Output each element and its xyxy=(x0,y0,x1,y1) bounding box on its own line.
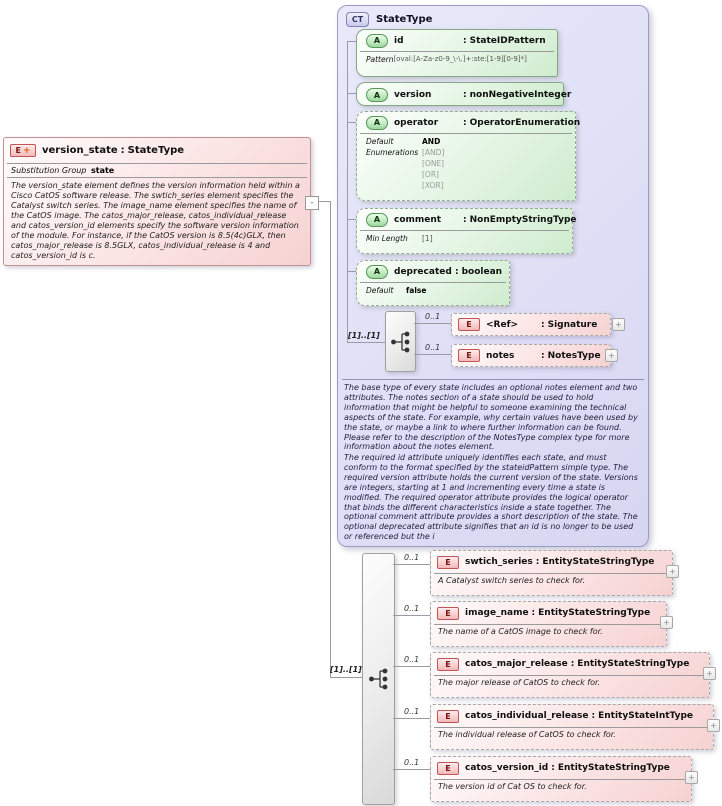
element-name: <Ref> xyxy=(486,319,519,330)
element-swtich-series[interactable] xyxy=(430,550,673,596)
attribute-type: NonEmptyStringType xyxy=(469,214,577,225)
colon: : xyxy=(531,608,536,618)
connector-line xyxy=(347,122,356,123)
colon: : xyxy=(551,763,555,773)
enum-value: [OR] xyxy=(422,170,439,179)
facet-pattern xyxy=(357,52,557,67)
element-version-state[interactable] xyxy=(3,137,311,266)
attribute-id[interactable] xyxy=(356,29,558,77)
attribute-header xyxy=(357,112,581,133)
element-name: catos_individual_release xyxy=(465,711,589,721)
connector-line xyxy=(347,342,385,343)
element-image-name[interactable] xyxy=(430,601,667,647)
element-documentation: A Catalyst switch series to check for. xyxy=(438,576,586,585)
element-type: Signature xyxy=(547,319,598,330)
element-name: swtich_series xyxy=(465,557,533,567)
connector-line xyxy=(393,769,430,770)
element-name: notes xyxy=(486,350,515,361)
connector-line xyxy=(393,615,430,616)
element-header xyxy=(452,345,610,366)
element-header xyxy=(431,705,713,727)
expand-icon[interactable]: + xyxy=(703,667,716,680)
colon: : xyxy=(463,35,467,46)
complextype-documentation: The base type of every state includes an optional notes element and two attributes. The notes section of a state should be used to hold information that might be helpful to someone examining the technical aspects of the state. For example, why certain values have been used by the state, or maybe a link to where further information can be found. Please refer to the description of the NotesType complex type for more information about the notes element. xyxy=(344,383,638,452)
expand-icon[interactable]: + xyxy=(707,719,720,732)
attribute-header xyxy=(357,209,577,230)
element-icon: E xyxy=(437,658,459,671)
attribute-icon: A xyxy=(366,265,388,279)
colon: : xyxy=(120,145,125,156)
element-type: StateType xyxy=(127,145,185,156)
attribute-name: version xyxy=(394,90,432,100)
colon: : xyxy=(455,266,459,277)
connector-line xyxy=(330,201,331,678)
connector-line xyxy=(347,93,356,94)
colon: : xyxy=(541,319,545,330)
element-ref[interactable] xyxy=(451,313,611,336)
facet-default-value: AND xyxy=(422,137,441,146)
divider xyxy=(342,379,644,380)
enum-value: [ONE] xyxy=(422,159,445,168)
expand-icon[interactable]: + xyxy=(685,771,698,784)
facet-label: Min Length xyxy=(366,234,408,243)
attribute-type: nonNegativeInteger xyxy=(469,90,572,100)
attribute-name: operator xyxy=(394,117,439,128)
element-type: EntityStateIntType xyxy=(598,711,694,721)
element-catos-major-release[interactable] xyxy=(430,652,710,698)
element-header xyxy=(431,653,709,675)
substitution-group-label: Substitution Group xyxy=(11,166,87,175)
connector-line xyxy=(347,41,356,42)
element-icon: E xyxy=(458,318,480,331)
attribute-icon: A xyxy=(366,34,388,48)
attribute-name: deprecated xyxy=(394,266,452,277)
element-icon: E xyxy=(437,762,459,775)
element-type: NotesType xyxy=(547,350,601,361)
expand-icon[interactable]: + xyxy=(666,565,679,578)
collapse-toggle-icon[interactable]: - xyxy=(305,196,319,210)
attribute-header xyxy=(357,30,557,51)
facet-label: Default xyxy=(366,286,394,295)
colon: : xyxy=(570,659,575,669)
attribute-icon: A xyxy=(366,88,388,102)
cardinality-label: 0..1 xyxy=(404,604,420,613)
element-header xyxy=(452,314,610,335)
attribute-icon: A xyxy=(366,213,388,227)
attribute-icon: A xyxy=(366,116,388,130)
attribute-deprecated[interactable] xyxy=(356,260,510,306)
element-documentation: The individual release of CatOS to check for. xyxy=(438,730,616,739)
facet-minlength xyxy=(357,231,572,246)
element-header xyxy=(431,757,691,779)
facet-value: [oval:[A-Za-z0-9_\-\.]+:ste:[1-9][0-9]*] xyxy=(393,55,527,63)
connector-line xyxy=(347,41,348,343)
facet-values xyxy=(422,136,444,191)
element-type: EntityStateStringType xyxy=(542,557,655,567)
colon: : xyxy=(541,350,545,361)
facet-value: false xyxy=(406,286,427,295)
element-type: EntityStateStringType xyxy=(538,608,651,618)
element-documentation: The name of a CatOS image to check for. xyxy=(438,627,603,636)
cardinality-label: 0..1 xyxy=(425,343,441,352)
element-type: EntityStateStringType xyxy=(577,659,690,669)
enum-value: [AND] xyxy=(422,148,445,157)
attribute-header xyxy=(357,261,509,282)
element-header xyxy=(431,551,672,573)
element-type: EntityStateStringType xyxy=(557,763,670,773)
facet-default xyxy=(357,283,509,298)
attribute-header xyxy=(357,83,572,107)
complextype-title: StateType xyxy=(376,14,433,25)
attribute-comment[interactable] xyxy=(356,208,577,254)
colon: : xyxy=(463,214,467,225)
attribute-name: comment xyxy=(394,214,442,225)
attribute-operator[interactable] xyxy=(356,111,581,201)
connector-line xyxy=(393,564,430,565)
complextype-documentation: The required id attribute uniquely identifies each state, and must conform to the format specified by the stateidPattern simple type. The required version attribute holds the current version of the state. Versions are integers, starting at 1 and incrementing every time a state is modified. The required operator attribute provides the logical operator that binds the different characteristics inside a state together. The optional comment attribute provides a short description of the state. The optional deprecated attribute signifies that an id is no longer to be used or referenced but the i xyxy=(344,453,638,542)
colon: : xyxy=(463,90,467,100)
cardinality-label: 0..1 xyxy=(404,553,420,562)
connector-line xyxy=(414,354,451,355)
attribute-type: StateIDPattern xyxy=(469,35,546,46)
cardinality-label: 0..1 xyxy=(404,758,420,767)
connector-line xyxy=(330,677,363,678)
element-icon: E xyxy=(437,710,459,723)
sequence-icon xyxy=(368,666,390,692)
expand-icon[interactable]: + xyxy=(605,349,618,362)
complextype-icon: CT xyxy=(346,12,369,27)
element-documentation: The version_state element defines the version information held within a Cisco CatOS software release. The swtich_series element specifies the Catalyst switch series. The image_name element specifies the name of the CatOS image. The catos_major_release, catos_individual_release and catos_version_id elements specify the software version information of the module. For instance, if the CatOS version is 8.5(4c)GLX, then catos_major_release is 8.5GLX, catos_individual_release is 4 and catos_version_id is c. xyxy=(11,181,300,260)
complextype-statetype xyxy=(337,5,649,547)
element-header xyxy=(431,602,666,624)
substitution-group-value: state xyxy=(91,166,115,175)
attribute-version[interactable] xyxy=(356,82,572,106)
element-substitution-icon: E + xyxy=(10,144,36,157)
connector-line xyxy=(347,219,356,220)
attribute-type: OperatorEnumeration xyxy=(469,117,581,128)
enum-value: [XOR] xyxy=(422,181,444,190)
connector-line xyxy=(393,666,430,667)
facet-default-enumerations xyxy=(357,134,575,193)
colon: : xyxy=(591,711,596,721)
colon: : xyxy=(463,117,467,128)
expand-icon[interactable]: + xyxy=(612,318,625,331)
sequence-cardinality: [1]..[1] xyxy=(330,665,362,674)
element-documentation: The version id of Cat OS to check for. xyxy=(438,782,587,791)
cardinality-label: 0..1 xyxy=(404,655,420,664)
element-icon: E xyxy=(437,607,459,620)
facet-value: [1] xyxy=(422,234,433,243)
element-header xyxy=(4,138,310,163)
sequence-icon-box[interactable] xyxy=(362,553,395,805)
attribute-type: boolean xyxy=(461,266,503,277)
connector-line xyxy=(393,718,430,719)
sequence-icon-box[interactable] xyxy=(385,311,416,372)
connector-line xyxy=(414,323,451,324)
element-notes[interactable] xyxy=(451,344,611,367)
element-name: catos_version_id xyxy=(465,763,549,773)
connector-line xyxy=(317,201,331,202)
colon: : xyxy=(535,557,540,567)
element-name: version_state xyxy=(42,145,118,156)
element-icon: E xyxy=(437,556,459,569)
sequence-icon xyxy=(390,329,412,355)
element-catos-version-id[interactable] xyxy=(430,756,692,802)
facet-label-default: Default xyxy=(366,137,394,146)
element-icon: E xyxy=(458,349,480,362)
cardinality-label: 0..1 xyxy=(425,312,441,321)
sequence-cardinality: [1]..[1] xyxy=(348,331,380,340)
element-name: catos_major_release xyxy=(465,659,568,669)
cardinality-label: 0..1 xyxy=(404,707,420,716)
element-documentation: The major release of CatOS to check for. xyxy=(438,678,601,687)
facet-label-enumerations: Enumerations xyxy=(366,148,419,157)
facet-label: Pattern xyxy=(366,55,394,64)
element-catos-individual-release[interactable] xyxy=(430,704,714,750)
element-name: image_name xyxy=(465,608,529,618)
attribute-name: id xyxy=(394,35,404,46)
connector-line xyxy=(347,271,356,272)
facet-labels xyxy=(366,136,422,191)
expand-icon[interactable]: + xyxy=(660,616,673,629)
substitution-group-row xyxy=(4,164,310,177)
